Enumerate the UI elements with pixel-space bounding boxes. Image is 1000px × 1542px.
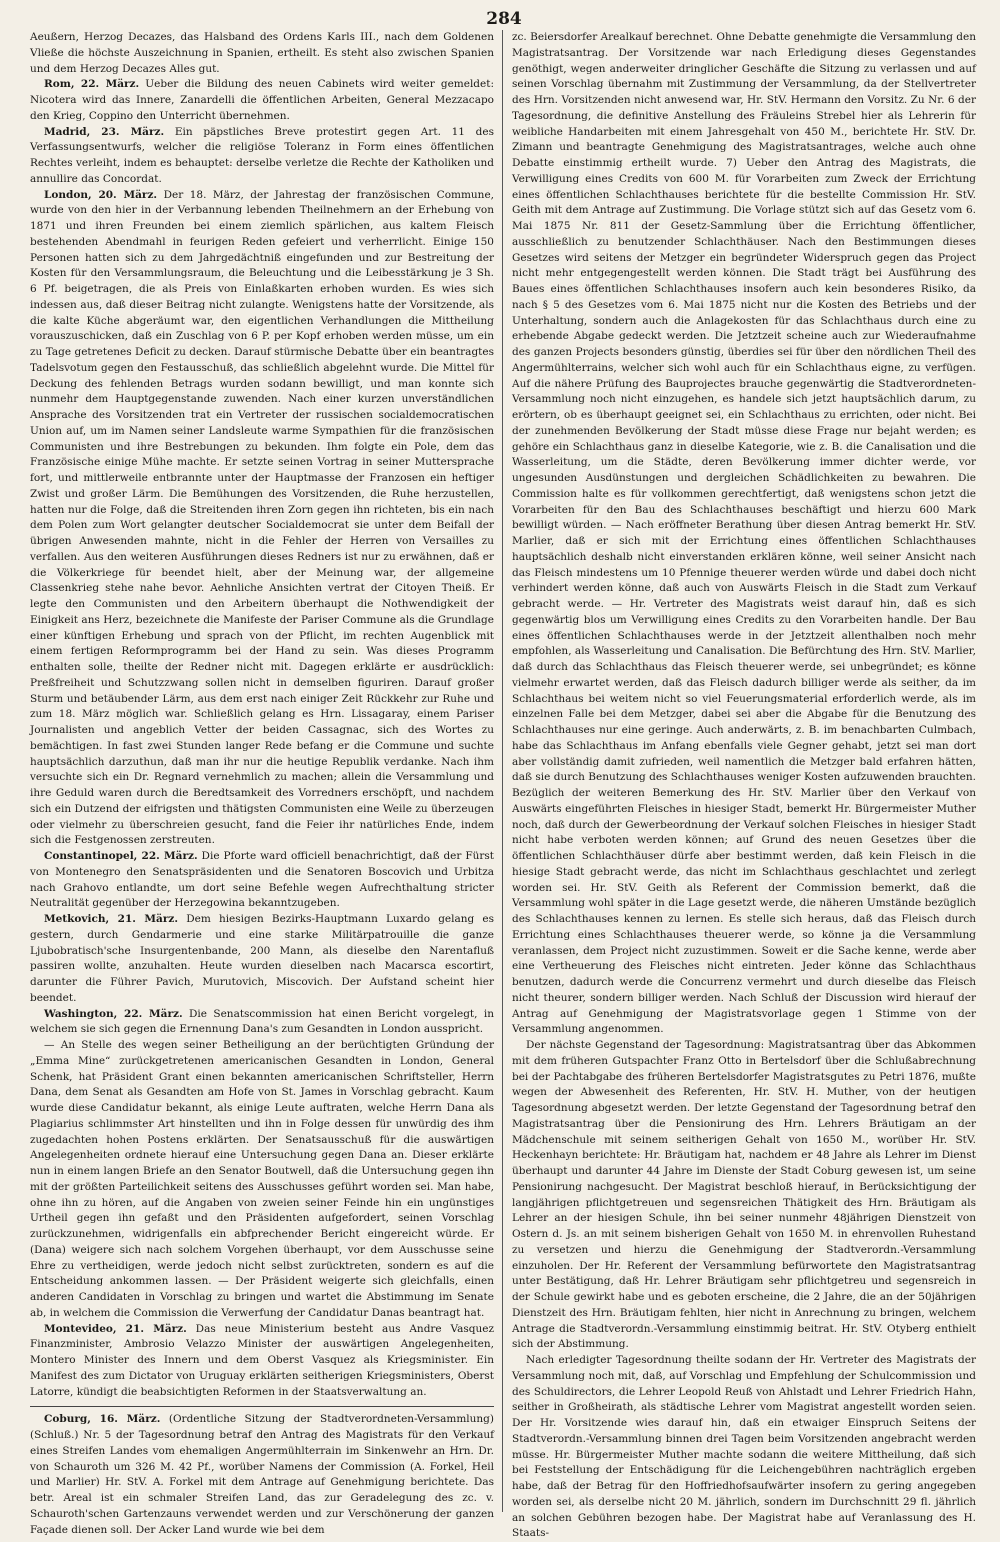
article-dateline: Madrid, 23. März. xyxy=(44,125,165,138)
article-paragraph xyxy=(30,1038,494,1322)
article-paragraph xyxy=(30,77,494,124)
article-dateline: Constantinopel, 22. März. xyxy=(44,850,198,862)
article-text: Ein päpstliches Breve protestirt gegen Art. 11 des Verfassungsentwurfs, welcher die religiöse Toleranz in Form eines öffentlichen Rechtes verleiht, indem es behauptet: derselbe verletze die Rechte der Katholiken und annullire das Concordat. xyxy=(30,125,495,185)
article-dateline: London, 20. März. xyxy=(44,188,158,201)
article-paragraph xyxy=(30,1322,494,1401)
columns xyxy=(30,30,978,1540)
article-text: Das neue Ministerium besteht aus Andre Vasquez Finanzminister, Ambrosio Velazzo Minister der auswärtigen Angelegenheiten, Montero Minister des Innern und dem Oberst Vasquez als Kriegsminister. Ein Manifest des zum Dictator von Uruguay erklärten seitherigen Kriegsministers, Oberst Latorre, kündigt die beabsichtigten Reformen in der Staatsverwaltung an. xyxy=(30,1322,495,1398)
article-text: Aeußern, Herzog Decazes, das Halsband des Ordens Karls III., nach dem Goldenen Vließe die höchste Auszeichnung in Spanien, ertheilt. Es steht also zwischen Spanien und dem Herzog Decazes Alles gut. xyxy=(30,31,494,75)
article-text: Die Pforte ward officiell benachrichtigt, daß der Fürst von Montenegro den Senatspräsidenten und die Senatoren Boscovich und Urbitza nach Grahovo entlandte, um dort seine Befehle wegen Aufrechthaltung stricter Neutralität gegenüber der Herzegowina bekanntzugeben. xyxy=(30,850,494,910)
article-paragraph xyxy=(30,1412,494,1538)
left-column xyxy=(30,30,503,1536)
article-paragraph xyxy=(30,30,494,77)
article-dateline: Rom, 22. März. xyxy=(44,78,140,91)
article-text: Der 18. März, der Jahrestag der französischen Commune, wurde von den hier in der Verbannung lebenden Theilnehmern an der Erhebung von 1871 und ihren Freunden bei einem ziemlich spärlichen, aus kaltem Fleisch bestehenden Abendmahl in feurigen Reden gefeiert und verherrlicht. Einige 150 Personen hatten sich zu dem Jahrgedächtniß eingefunden und zur Bestreitung der Kosten für den Versammlungsraum, die Beleuchtung und die Leibesstärkung je 3 Sh. 6 Pf. beigetragen, die als Preis von Einlaßkarten erhoben wurden. Es wies sich indessen aus, daß dieser Beitrag nicht zulangte. Wenigstens hatte der Vorsitzende, als die kalte Küche abgeräumt war, den eigentlichen Verhandlungen die Mittheilung vorauszuschicken, daß ein Zuschlag von 6 P. per Kopf erhoben werden müsse, um ein zu Tage getretenes Deficit zu decken. Darauf stürmische Debatte über ein beantragtes Tadelsvotum gegen den Festausschuß, das schließlich abgelehnt wurde. Die Mittel für Deckung des fehlenden Betrags wurden sodann bewilligt, und man konnte sich nunmehr dem Hauptgegenstande zuwenden. Nach einer kurzen unverständlichen Ansprache des Vorsitzenden trat ein Vertreter der russischen socialdemocratischen Union auf, um im Namen seiner Landsleute warme Sympathien für die französischen Communisten und ihre Bestrebungen zu bekunden. Ihm folgte ein Pole, dem das Französische einige Mühe machte. Er setzte seinen Vortrag in seiner Muttersprache fort, und mittlerweile entbrannte unter der Hauptmasse der Franzosen ein heftiger Zwist und großer Lärm. Die Bemühungen des Vorsitzenden, die Ruhe herzustellen, hatten nur die Folge, daß die Streitenden ihren Zorn gegen ihn richteten, bis ein nach dem Polen zum Wort gelangter deutscher Socialdemocrat sie unter dem Beifall der übrigen Anwesenden mahnte, nicht in die Fehler der Herren von Versailles zu verfallen. Aus den weiteren Ausführungen dieses Redners ist nur zu erwähnen, daß er die Völkerkriege für beendet hielt, aber der Meinung war, der allgemeine Classenkrieg stehe nahe bevor. Aehnliche Ansichten vertrat der Citoyen Theiß. Er legte den Communisten und den Arbeitern überhaupt die Nothwendigkeit der Einigkeit ans Herz, bezeichnete die Manifeste der Pariser Commune als die Grundlage einer künftigen Erhebung und sprach von der Pflicht, im rechten Augenblick mit einem fertigen Reformprogramm bei der Hand zu sein. Was dieses Programm enthalten solle, theilte der Redner nicht mit. Dagegen erklärte er ausdrücklich: Preßfreiheit und Schutzzwang sollen nicht in demselben figuriren. Darauf großer Sturm und betäubender Lärm, aus dem erst nach einiger Zeit Rückkehr zur Ruhe und zum 18. März möglich war. Schließlich gelang es Hrn. Lissagaray, einem Pariser Journalisten und angeblich Vetter der beiden Cassagnac, sich des Wortes zu bemächtigen. In fast zwei Stunden langer Rede befang er die Commune und suchte hauptsächlich darzuthun, daß man ihr nur die heutige Republik verdanke. Nach ihm versuchte sich ein Dr. Regnard vernehmlich zu machen; allein die Versammlung und ihre Geduld waren durch die Beredtsamkeit des Vorredners erschöpft, und nachdem sich ein Dutzend der eifrigsten und thätigsten Communisten eine Weile zu überzeugen oder vielmehr zu überschreien gesucht, fand die Feier ihr natürliches Ende, indem sich die Festgenossen zerstreuten. xyxy=(30,188,494,847)
article-text: — An Stelle des wegen seiner Betheiligung an der berüchtigten Gründung der „Emma Mine“ zurückgetretenen americanischen Gesandten in London, General Schenk, hat Präsident Grant einen bekannten americanischen Schriftsteller, Herrn Dana, dem Senat als Gesandten am Hofe von St. James in Vorschlag gebracht. Kaum wurde diese Candidatur bekannt, als einige Leute auftraten, welche Herrn Dana als Plagiarius schlimmster Art hinstellten und ihn in Folge dessen für unwürdig des ihm zugedachten hohen Postens erklärten. Der Senatsausschuß für die auswärtigen Angelegenheiten ordnete hierauf eine Untersuchung gegen Dana an. Dieser erklärte nun in einem langen Briefe an den Senator Boutwell, daß die Untersuchung gegen ihn mit der größten Parteilichkeit seitens des Ausschusses geführt worden sei. Man habe, ohne ihn zu hören, auf die Angaben von zweien seiner Feinde hin ein ungünstiges Urtheil gegen ihn gefaßt und den Präsidenten aufgefordert, seinen Vorschlag zurückzunehmen, widrigenfalls ein abfprechender Bericht eingereicht würde. Er (Dana) weigere sich nach solchem Vorgehen überhaupt, vor dem Ausschusse seine Ehre zu vertheidigen, werde jedoch nicht selbst zurücktreten, sondern es auf die Entscheidung ankommen lassen. — Der Präsident weigerte sich gleichfalls, einen anderen Candidaten in Vorschlag zu bringen und wartet die Abstimmung im Senate ab, in welchem die Commission die Verwerfung der Candidatur Danas beantragt hat. xyxy=(30,1039,494,1319)
article-dateline: Metkovich, 21. März. xyxy=(44,913,179,925)
article-text: Nach erledigter Tagesordnung theilte sodann der Hr. Vertreter des Magistrats der Versammlung noch mit, daß, auf Vorschlag und Empfehlung der Schulcommission und des Schuldirectors, die Lehrer Leopold Reuß von Ahlstadt und Lehrer Friedrich Hahn, seither in Großheirath, als städtische Lehrer vom Magistrat angestellt worden seien. Der Hr. Vorsitzende wies darauf hin, daß ein etwaiger Einspruch Seitens der Stadtverordn.-Versammlung binnen drei Tagen beim Vorsitzenden angebracht werden müsse. Hr. Bürgermeister Muther machte sodann die weitere Mittheilung, daß sich bei Feststellung der Entschädigung für die Leichengebühren nachträglich ergeben habe, daß der Betrag für den Hoffriedhofsaufwärter insofern zu gering angegeben worden sei, als derselbe nicht 20 M. jährlich, sondern im Durchschnitt 29 fl. jährlich an solchen Gebühren bezogen habe. Der Magistrat habe auf Veranlassung des H. Staats- xyxy=(512,1354,976,1540)
page-number: 284 xyxy=(486,9,522,29)
article-dateline: Montevideo, 21. März. xyxy=(44,1322,187,1335)
article-dateline: Washington, 22. März. xyxy=(44,1007,183,1020)
article-paragraph xyxy=(512,1353,976,1542)
article-text: Dem hiesigen Bezirks-Hauptmann Luxardo gelang es gestern, durch Gendarmerie und eine starke Militärpatrouille die ganze Ljubobratisch'sche Insurgentenbande, 200 Mann, als dieselbe den Narentafluß passiren wollte, anzuhalten. Heute wurden dieselben nach Macarsca escortirt, darunter die Führer Pavich, Murutovich, Miscovich. Der Aufstand scheint hier beendet. xyxy=(30,913,494,1004)
article-paragraph xyxy=(30,1007,494,1039)
article-text: (Ordentliche Sitzung der Stadtverordneten-Versammlung) (Schluß.) Nr. 5 der Tagesordnung betraf den Antrag des Magistrats für den Verkauf eines Streifen Landes vom ehemaligen Angermühlterrain im Sinkenwehr an Hrn. Dr. von Schauroth um 326 M. 42 Pf., worüber Namens der Commission (A. Forkel, Heil und Marlier) Hr. StV. A. Forkel mit dem Antrage auf Genehmigung berichtete. Das betr. Areal ist ein schmaler Streifen Land, das zur Geradelegung des zc. v. Schauroth'schen Gartenzauns verwendet werden und zur Verschönerung der ganzen Façade dienen soll. Der Acker Land wurde wie bei dem xyxy=(30,1413,494,1536)
article-dateline: Coburg, 16. März. xyxy=(44,1413,161,1426)
article-text: Der nächste Gegenstand der Tagesordnung: Magistratsantrag über das Abkommen mit dem früheren Gutspachter Franz Otto in Bertelsdorf über die Schlußabrechnung bei der Pachtabgabe des früheren Bertelsdorfer Magistratsgutes zu Petri 1876, mußte wegen der Abwesenheit des Referenten, Hr. StV. H. Muther, von der heutigen Tagesordnung abgesetzt werden. Der letzte Gegenstand der Tagesordnung betraf den Magistratsantrag über die Pensionirung des Hrn. Lehrers Bräutigam an der Mädchenschule mit seinem seitherigen Gehalt von 1650 M., worüber Hr. StV. Heckenhayn berichtete: Hr. Bräutigam hat, nachdem er 48 Jahre als Lehrer im Dienst überhaupt und darunter 44 Jahre im Dienste der Stadt Coburg gewesen ist, um seine Pensionirung nachgesucht. Der Magistrat beschloß hierauf, in Berücksichtigung der langjährigen pflichtgetreuen und segensreichen Thätigkeit des Hrn. Bräutigam als Lehrer an der hiesigen Schule, ihn bei seiner nunmehr 48jährigen Dienstzeit von Ostern d. Js. an mit seinem bisherigen Gehalt von 1650 M. in ehrenvollen Ruhestand zu versetzen und hierzu die Genehmigung der Stadtverordn.-Versammlung einzuholen. Der Hr. Referent der Versammlung befürwortete den Magistratsantrag unter Bestätigung, daß Hr. Lehrer Bräutigam sehr pflichtgetreu und segensreich in der Schule gewirkt habe und es geboten erscheine, die 2 Jahre, die an der 50jährigen Dienstzeit des Hrn. Bräutigam fehlten, hier nicht in Anrechnung zu bringen, welchem Antrage die Stadtverordn.-Versammlung einstimmig beitrat. Hr. StV. Otyberg enthielt sich der Abstimmung. xyxy=(512,1039,976,1351)
article-paragraph xyxy=(512,1038,976,1353)
article-text: Die Senatscommission hat einen Bericht vorgelegt, in welchem sie sich gegen die Ernennung Dana's zum Gesandten in London ausspricht. xyxy=(30,1007,494,1036)
right-column xyxy=(503,30,976,1540)
article-paragraph xyxy=(30,849,494,912)
article-paragraph xyxy=(30,912,494,1007)
article-paragraph xyxy=(30,188,494,850)
article-paragraph xyxy=(30,125,494,188)
article-text: Ueber die Bildung des neuen Cabinets wird weiter gemeldet: Nicotera wird das Innere, Zanardelli die öffentlichen Arbeiten, General Mezzacapo den Krieg, Coppino den Unterricht übernehmen. xyxy=(30,78,495,122)
section-rule xyxy=(30,1406,494,1407)
article-paragraph xyxy=(512,30,976,1038)
article-text: zc. Beiersdorfer Arealkauf berechnet. Ohne Debatte genehmigte die Versammlung den Magistratsantrag. Der Vorsitzende war nach Erledigung dieses Gegenstandes genöthigt, wegen anderweiter dringlicher Geschäfte die Sitzung zu verlassen und auf seinen Vorschlag übernahm mit Zustimmung der Versammlung, da der Stellvertreter des Hrn. Vorsitzenden nicht anwesend war, Hr. StV. Hermann den Vorsitz. Zu Nr. 6 der Tagesordnung, die definitive Anstellung des Fräuleins Strebel hier als Lehrerin für weibliche Handarbeiten mit einem Jahresgehalt von 450 M., berichtete Hr. StV. Dr. Zimann und beantragte Genehmigung des Magistratsantrages, welche auch ohne Debatte einstimmig ertheilt wurde. 7) Ueber den Antrag des Magistrats, die Verwilligung eines Credits von 600 M. für Vorarbeiten zum Zweck der Errichtung eines öffentlichen Schlachthauses berichtete für die bestellte Commission Hr. StV. Geith mit dem Antrage auf Zustimmung. Die Vorlage stützt sich auf das Gesetz vom 6. Mai 1875 Nr. 811 der Gesetz-Sammlung über die Errichtung öffentlicher, ausschließlich zu benutzender Schlachthäuser. Nach den Bestimmungen dieses Gesetzes wird seitens der Metzger ein begründeter Widerspruch gegen das Project nicht mehr entgegengestellt werden können. Die Stadt trägt bei Ausführung des Baues eines öffentlichen Schlachthauses insofern auch kein besonderes Risiko, da nach § 5 des Gesetzes vom 6. Mai 1875 nicht nur die Kosten des Betriebs und der Unterhaltung, sondern auch die Anlagekosten für das Schlachthaus durch eine zu erhebende Abgabe gedeckt werden. Die Jetztzeit scheine auch zur Wiederaufnahme des ganzen Projects besonders günstig, überdies sei für über den nördlichen Theil des Angermühlterrains, welcher sich wohl auch für ein Schlachthaus eigne, zu verfügen. Auf die nähere Prüfung des Bauprojectes brauche gegenwärtig die Stadtverordneten-Versammlung noch nicht einzugehen, es handele sich jetzt hauptsächlich darum, zu erörtern, ob es überhaupt geeignet sei, ein Schlachthaus zu errichten, oder nicht. Bei der zunehmenden Bevölkerung der Stadt müsse diese Frage nur bejaht werden; es gehöre ein Schlachthaus ganz in dieselbe Kategorie, wie z. B. die Canalisation und die Wasserleitung, um die Städte, deren Bevölkerung immer dichter werde, vor ungesunden Ausdünstungen und dergleichen Schädlichkeiten zu bewahren. Die Commission halte es für vollkommen gerechtfertigt, daß wenigstens schon jetzt die Vorarbeiten für den Bau des Schlachthauses beschäftigt und hierzu 600 Mark bewilligt würden. — Nach eröffneter Berathung über diesen Antrag bemerkt Hr. StV. Marlier, daß er sich mit der Errichtung eines öffentlichen Schlachthauses hauptsächlich deshalb nicht einverstanden erklären könne, weil seiner Ansicht nach das Fleisch mindestens um 10 Pfennige theuerer werden würde und dabei doch nicht verhindert werden könne, daß auch von Auswärts Fleisch in die Stadt zum Verkauf gebracht werde. — Hr. Vertreter des Magistrats weist darauf hin, daß es sich gegenwärtig blos um Verwilligung eines Credits zu den Vorarbeiten handle. Der Bau eines öffentlichen Schlachthauses werde in der Jetztzeit allenthalben noch mehr empfohlen, als Wasserleitung und Canalisation. Die Befürchtung des Hrn. StV. Marlier, daß durch das Schlachthaus das Fleisch theuerer werde, sei unbegründet; es könne vielmehr erwartet werden, daß das Fleisch dadurch billiger werde als seither, da im Schlachthaus bei weitem nicht so viel Feuerungsmaterial erforderlich werde, als im einzelnen Falle bei dem Metzger, dabei sei aber die Abgabe für die Benutzung des Schlachthauses nur eine geringe. Auch anderwärts, z. B. im benachbarten Culmbach, habe das Schlachthaus im Anfang ebenfalls viele Gegner gehabt, jetzt sei man dort aber vollständig damit zufrieden, weil namentlich die Metzger bald erfahren hätten, daß sie durch Benutzung des Schlachthauses weniger Kosten aufzuwenden brauchten. Bezüglich der weiteren Bemerkung des Hr. StV. Marlier über den Verkauf von Auswärts eingeführten Fleisches in hiesiger Stadt, bemerkt Hr. Bürgermeister Muther noch, daß durch der Gewerbeordnung der Verkauf solchen Fleisches in hiesiger Stadt nicht habe verboten werden können; auf Grund des neuen Gesetzes über die öffentlichen Schlachthäuser dürfe aber bestimmt werden, daß kein Fleisch in die hiesige Stadt gebracht werde, das nicht im Schlachthaus geschlachtet und zerlegt worden sei. Hr. StV. Geith als Referent der Commission bemerkt, daß die Versammlung wohl später in die Lage gesetzt werde, die näheren Umstände bezüglich des Schlachthauses kennen zu lernen. Es stelle sich heraus, daß das Fleisch durch Errichtung eines Schlachthauses theuerer werde, so könne ja die Versammlung veranlassen, dem Project nicht zuzustimmen. Soweit er die Sache kenne, werde aber eine Vertheuerung des Fleisches nicht eintreten. Jeder könne das Schlachthaus benutzen, dadurch werde die Concurrenz vermehrt und durch dieselbe das Fleisch nicht theurer, sondern billiger werden. Nach Schluß der Discussion wird hierauf der Antrag auf Genehmigung der Magistratsvorlage gegen 1 Stimme von der Versammlung angenommen. xyxy=(512,31,976,1036)
